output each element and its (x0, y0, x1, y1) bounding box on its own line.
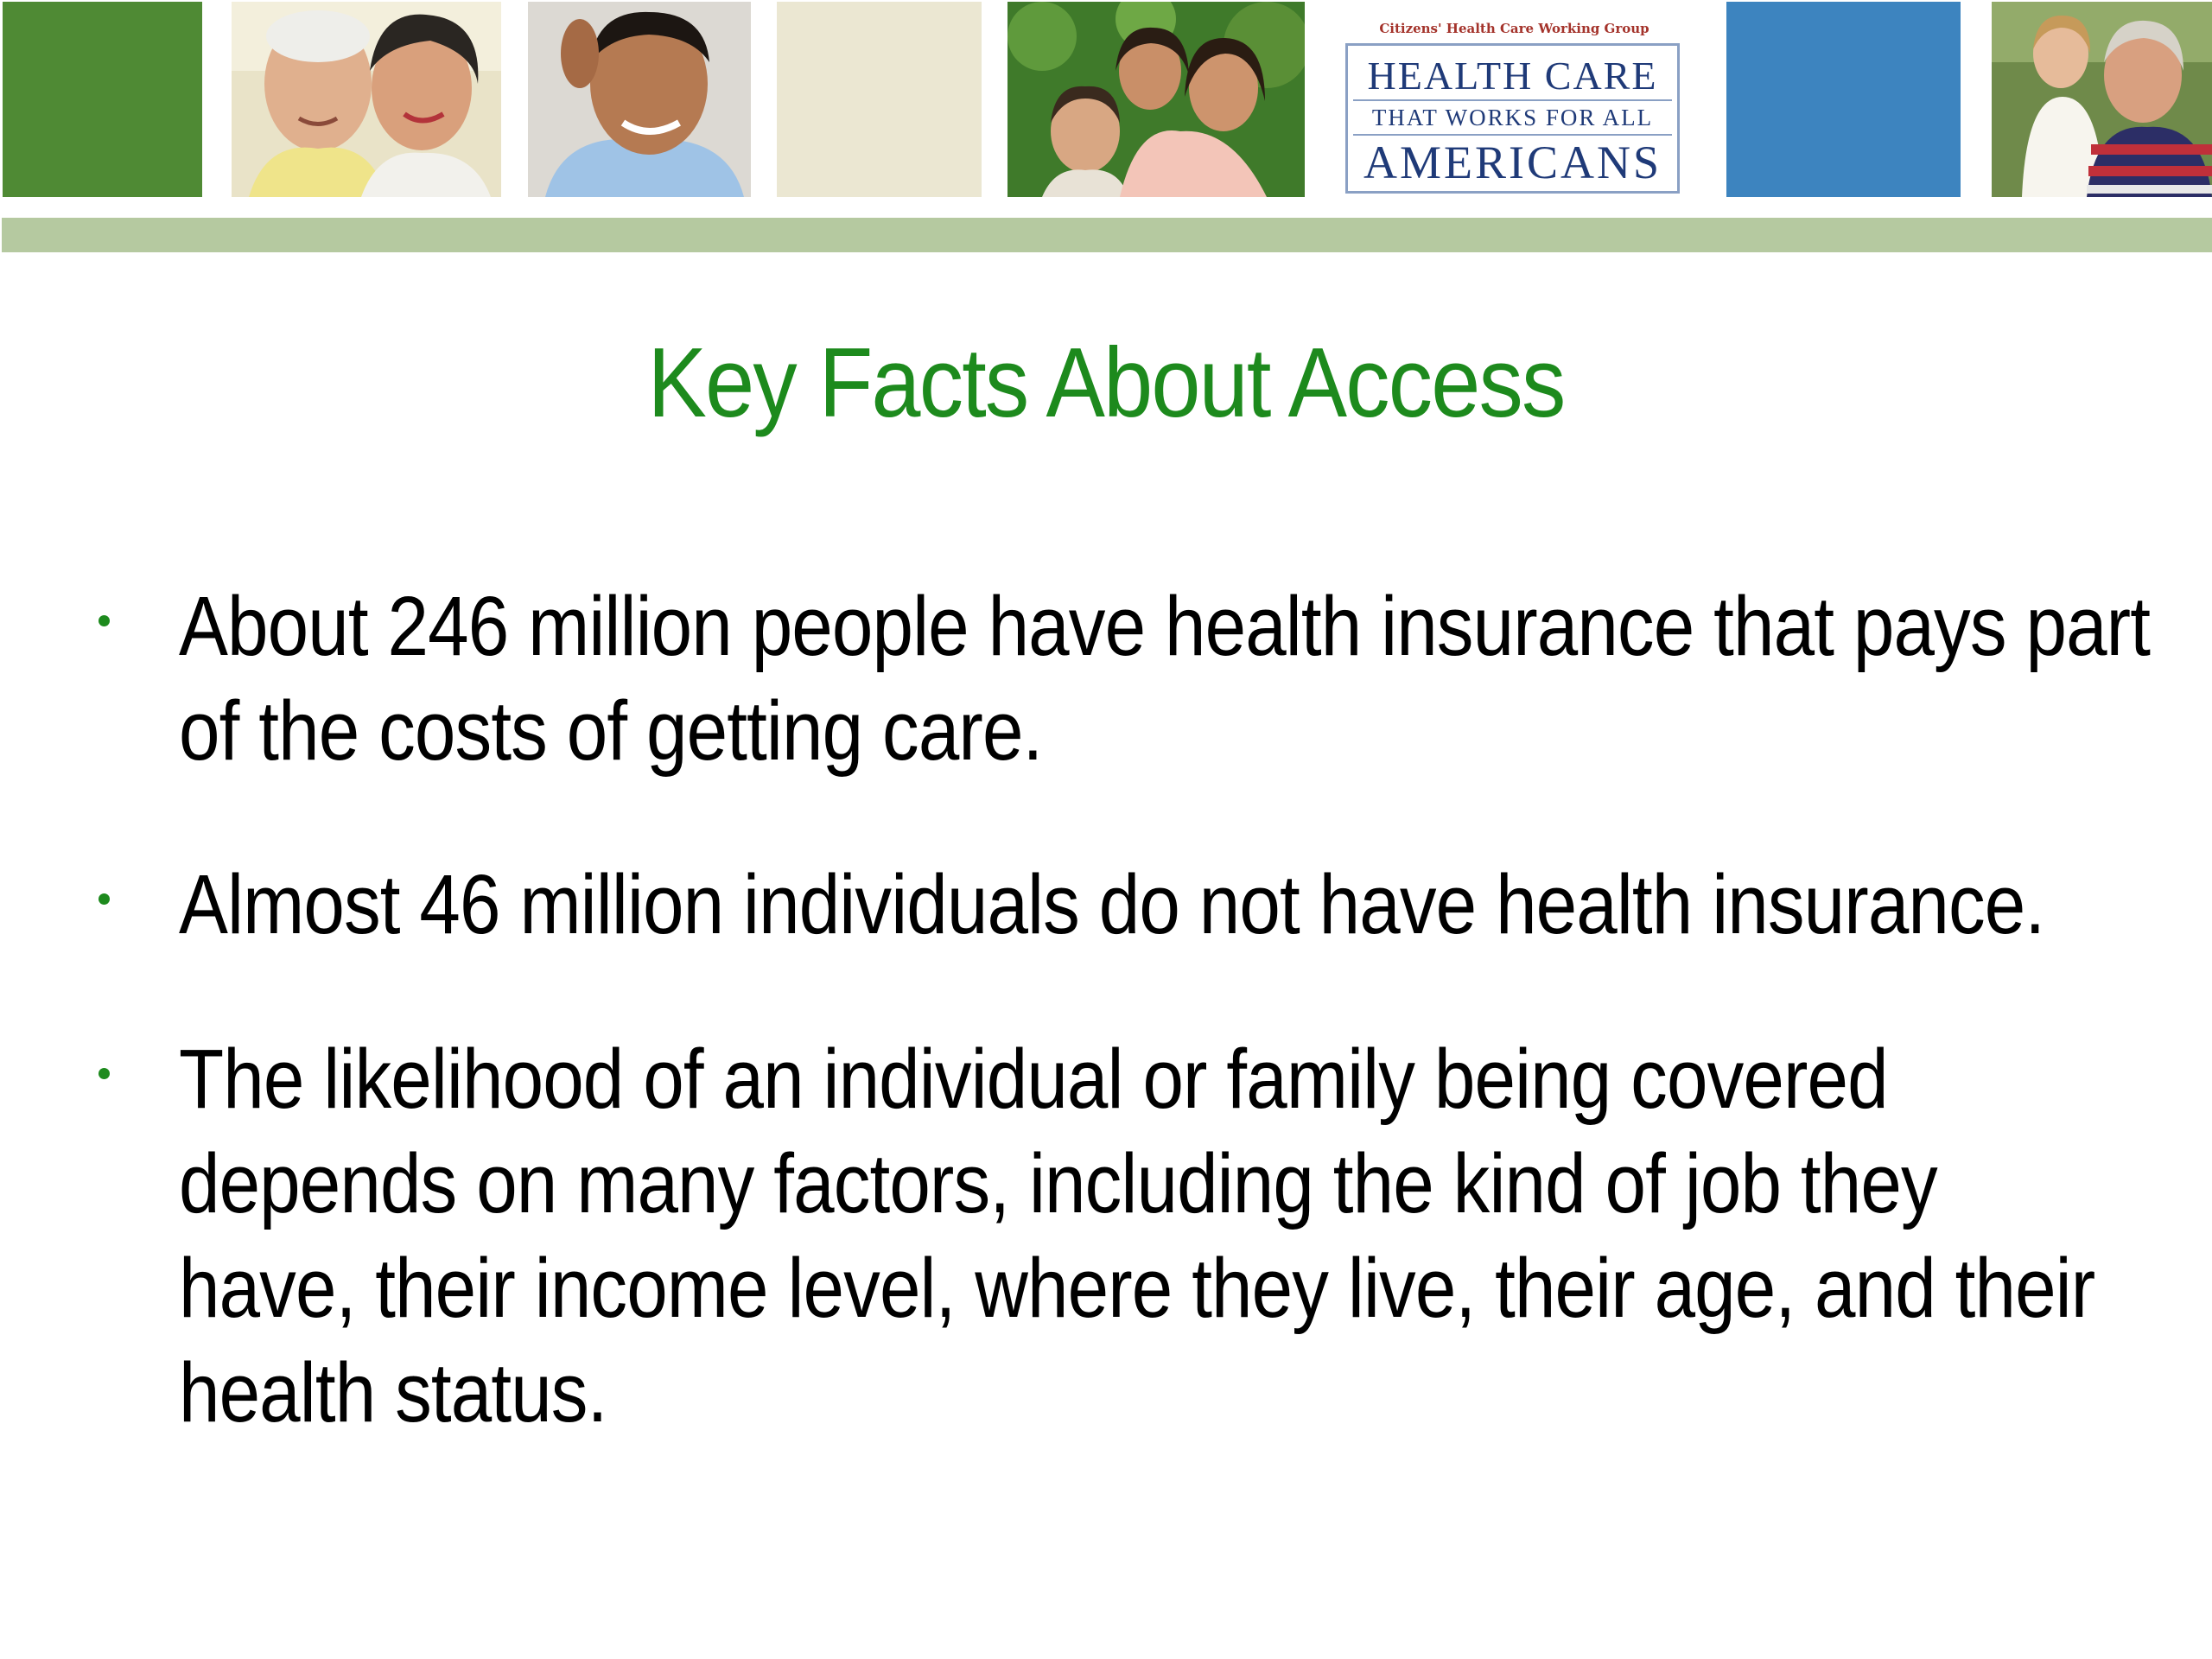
logo-line-1: HEALTH CARE (1367, 54, 1658, 98)
slide-title: Key Facts About Access (647, 328, 1565, 438)
bullet-line: depends on many factors, including the kind of job they (179, 1136, 1937, 1230)
logo-line-2: THAT WORKS FOR ALL (1371, 105, 1654, 130)
bullet-text (179, 1027, 2140, 1445)
bullet-text (179, 574, 2151, 783)
bullet-line: The likelihood of an individual or family being covered (179, 1032, 1888, 1126)
bullet-line: Almost 46 million individuals do not have health insurance. (179, 857, 2045, 951)
bullet-line: have, their income level, where they live, their age, and their (179, 1241, 2095, 1335)
bullet-dot-icon (99, 893, 110, 905)
bullet-dot-icon (99, 615, 110, 626)
logo-line-3: AMERICANS (1363, 137, 1662, 188)
bullet-dot-icon (99, 1068, 110, 1079)
bullet-text (179, 852, 2140, 957)
bullet-line: health status. (179, 1345, 607, 1440)
bullet-line: of the costs of getting care. (179, 683, 1043, 778)
bullet-line: About 246 million people have health insurance that pays part (179, 579, 2151, 673)
logo-top-line: Citizens' Health Care Working Group (1379, 21, 1649, 36)
